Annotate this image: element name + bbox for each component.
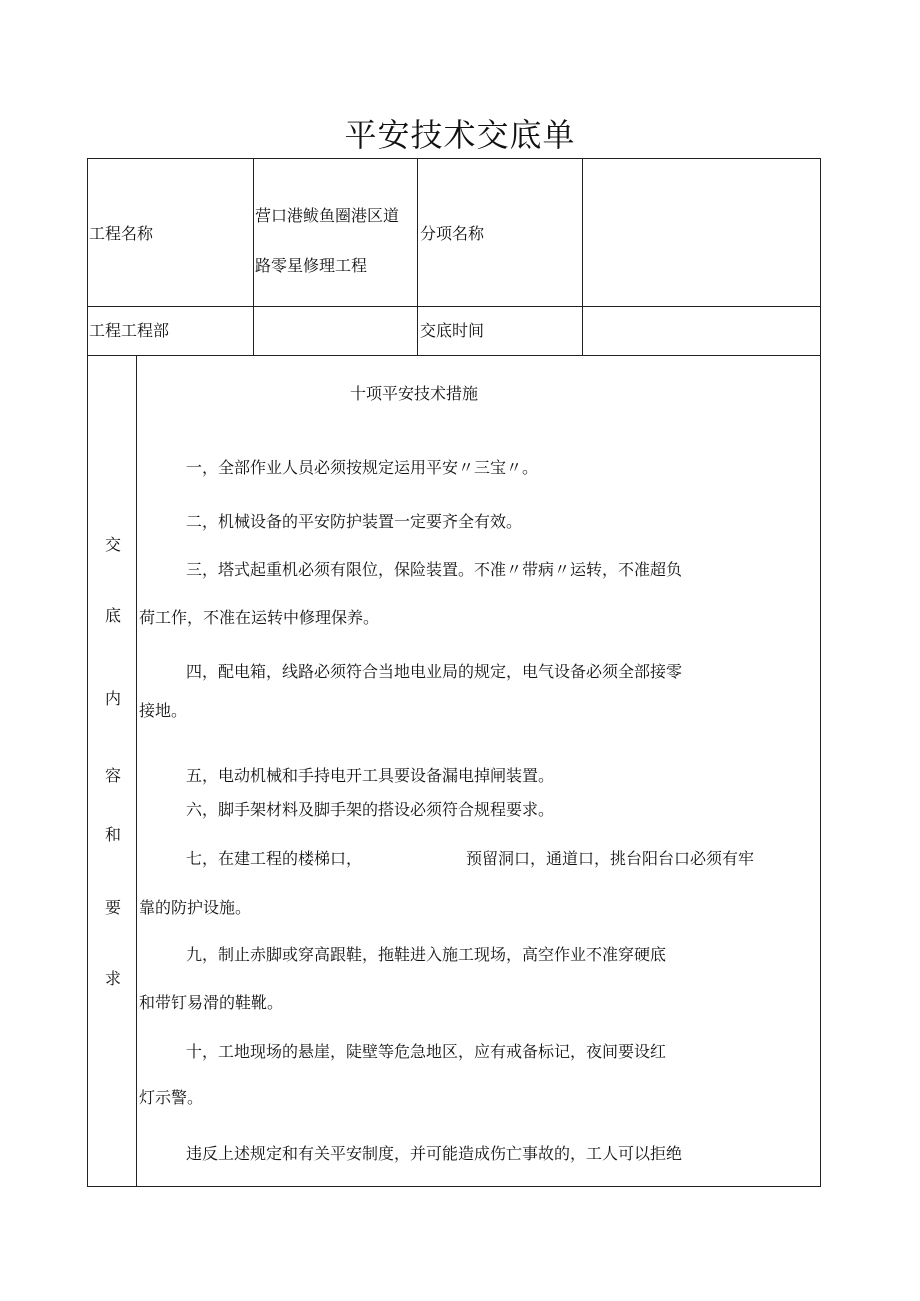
project-name-value-line1: 营口港鲅鱼圈港区道 [255, 206, 400, 225]
content-line: 靠的防护设施。 [139, 898, 252, 917]
content-line: 五，电动机械和手持电开工具要设备漏电掉闸装置。 [186, 766, 555, 785]
content-line: 违反上述规定和有关平安制度，并可能造成伤亡事故的，工人可以拒绝 [186, 1144, 683, 1163]
col-divider-3 [582, 158, 583, 356]
content-line: 灯示警。 [139, 1088, 204, 1107]
content-line: 一，全部作业人员必须按规定运用平安〃三宝〃。 [186, 458, 539, 477]
subitem-label: 分项名称 [420, 224, 485, 243]
project-name-value-line2: 路零星修理工程 [255, 256, 368, 275]
row-divider-1 [87, 306, 821, 307]
side-label-char: 求 [104, 969, 121, 988]
content-line: 荷工作，不准在运转中修理保养。 [139, 608, 380, 627]
side-label-char: 和 [104, 825, 121, 844]
content-line: 四，配电箱，线路必须符合当地电业局的规定，电气设备必须全部接零 [186, 662, 683, 681]
content-line: 二，机械设备的平安防护装置一定要齐全有效。 [186, 512, 523, 531]
content-line: 七，在建工程的楼梯口， [186, 849, 363, 868]
time-label: 交底时间 [420, 321, 485, 340]
content-line: 三，塔式起重机必须有限位，保险装置。不准〃带病〃运转，不准超负 [186, 560, 683, 579]
row-divider-2 [87, 355, 821, 356]
side-label-char: 容 [104, 766, 121, 785]
content-col-divider [136, 355, 137, 1187]
project-name-label: 工程名称 [89, 224, 154, 243]
col-divider-1 [253, 158, 254, 356]
content-heading: 十项平安技术措施 [350, 384, 479, 403]
dept-label: 工程工程部 [89, 321, 170, 340]
document-title: 平安技术交底单 [344, 116, 576, 154]
side-label-char: 内 [104, 689, 121, 708]
side-label-char: 要 [104, 898, 121, 917]
side-label-char: 底 [104, 606, 121, 625]
content-line: 十，工地现场的悬崖，陡壁等危急地区，应有戒备标记，夜间要设红 [186, 1042, 667, 1061]
col-divider-2 [417, 158, 418, 356]
content-line: 预留洞口，通道口，挑台阳台口必须有牢 [466, 849, 755, 868]
content-line: 接地。 [139, 701, 188, 720]
content-line: 和带钉易滑的鞋靴。 [139, 993, 284, 1012]
content-line: 九，制止赤脚或穿高跟鞋，拖鞋进入施工现场，高空作业不准穿硬底 [186, 945, 667, 964]
content-line: 六，脚手架材料及脚手架的搭设必须符合规程要求。 [186, 800, 555, 819]
side-label-char: 交 [104, 535, 121, 554]
